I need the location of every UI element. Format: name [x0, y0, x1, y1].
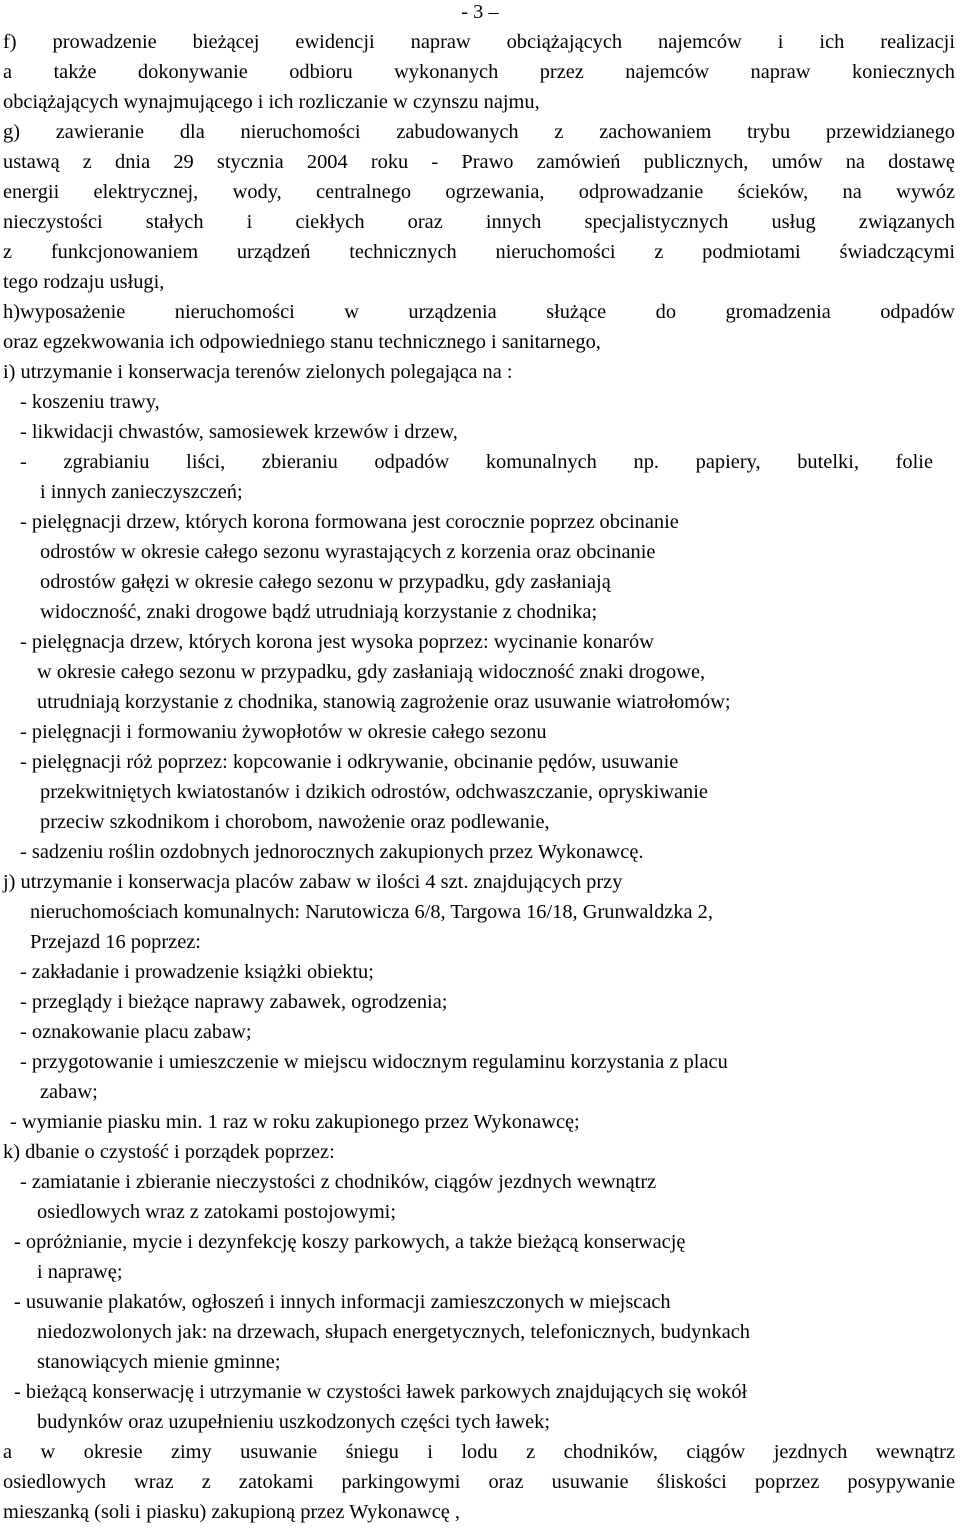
- text-line: - pielęgnacji i formowaniu żywopłotów w okresie całego sezonu: [20, 721, 547, 743]
- text-line: ustawą z dnia 29 stycznia 2004 roku - Prawo zamówień publicznych, umów na dostawę: [3, 151, 955, 173]
- text-line: - usuwanie plakatów, ogłoszeń i innych informacji zamieszczonych w miejscach: [14, 1291, 671, 1313]
- text-line: widoczność, znaki drogowe bądź utrudniają korzystanie z chodnika;: [40, 601, 598, 623]
- text-line: - pielęgnacji drzew, których korona formowana jest corocznie poprzez obcinanie: [20, 511, 679, 533]
- text-line: stanowiących mienie gminne;: [37, 1351, 281, 1373]
- text-line: k) dbanie o czystość i porządek poprzez:: [3, 1141, 335, 1163]
- text-line: - zgrabianiu liści, zbieraniu odpadów komunalnych np. papiery, butelki, folie: [20, 451, 933, 473]
- text-line: - bieżącą konserwację i utrzymanie w czystości ławek parkowych znajdujących się wokół: [14, 1381, 748, 1403]
- text-line: - wymianie piasku min. 1 raz w roku zakupionego przez Wykonawcę;: [10, 1111, 580, 1133]
- text-line: niedozwolonych jak: na drzewach, słupach energetycznych, telefonicznych, budynkach: [37, 1321, 751, 1343]
- text-line: obciążających wynajmującego i ich rozliczanie w czynszu najmu,: [3, 91, 540, 113]
- text-line: oraz egzekwowania ich odpowiedniego stanu technicznego i sanitarnego,: [3, 331, 601, 353]
- text-line: - koszeniu trawy,: [20, 391, 160, 413]
- text-line: budynków oraz uzupełnieniu uszkodzonych części tych ławek;: [37, 1411, 550, 1433]
- text-line: i naprawę;: [37, 1261, 123, 1283]
- text-line: odrostów w okresie całego sezonu wyrastających z korzenia oraz obcinanie: [40, 541, 656, 563]
- text-line: - pielęgnacji róż poprzez: kopcowanie i odkrywanie, obcinanie pędów, usuwanie: [20, 751, 679, 773]
- text-line: utrudniają korzystanie z chodnika, stanowią zagrożenie oraz usuwanie wiatrołomów;: [37, 691, 731, 713]
- text-line: w okresie całego sezonu w przypadku, gdy zasłaniają widoczność znaki drogowe,: [37, 661, 706, 683]
- text-line: - sadzeniu roślin ozdobnych jednorocznych zakupionych przez Wykonawcę.: [20, 841, 644, 863]
- text-line: - zamiatanie i zbieranie nieczystości z chodników, ciągów jezdnych wewnątrz: [20, 1171, 657, 1193]
- text-line: odrostów gałęzi w okresie całego sezonu w przypadku, gdy zasłaniają: [40, 571, 611, 593]
- text-line: nieruchomościach komunalnych: Narutowicza 6/8, Targowa 16/18, Grunwaldzka 2,: [30, 901, 713, 923]
- text-line: - pielęgnacja drzew, których korona jest wysoka poprzez: wycinanie konarów: [20, 631, 654, 653]
- text-line: - oznakowanie placu zabaw;: [20, 1021, 252, 1043]
- text-line: mieszanką (soli i piasku) zakupioną przez Wykonawcę ,: [3, 1501, 461, 1523]
- text-line: tego rodzaju usługi,: [3, 271, 165, 293]
- text-line: i) utrzymanie i konserwacja terenów zielonych polegająca na :: [3, 361, 513, 383]
- text-line: osiedlowych wraz z zatokami postojowymi;: [37, 1201, 397, 1223]
- text-line: a także dokonywanie odbioru wykonanych przez najemców napraw koniecznych: [3, 61, 955, 83]
- text-line: j) utrzymanie i konserwacja placów zabaw w ilości 4 szt. znajdujących przy: [3, 871, 623, 893]
- text-line: - opróżnianie, mycie i dezynfekcję koszy parkowych, a także bieżącą konserwację: [14, 1231, 686, 1253]
- text-line: osiedlowych wraz z zatokami parkingowymi oraz usuwanie śliskości poprzez posypywanie: [3, 1471, 955, 1493]
- text-line: zabaw;: [40, 1081, 98, 1103]
- text-line: przekwitniętych kwiatostanów i dzikich odrostów, odchwaszczanie, opryskiwanie: [40, 781, 708, 803]
- text-line: Przejazd 16 poprzez:: [30, 931, 201, 953]
- text-line: a w okresie zimy usuwanie śniegu i lodu z chodników, ciągów jezdnych wewnątrz: [3, 1441, 955, 1463]
- text-line: energii elektrycznej, wody, centralnego ogrzewania, odprowadzanie ścieków, na wywóz: [3, 181, 955, 203]
- text-line: g) zawieranie dla nieruchomości zabudowanych z zachowaniem trybu przewidzianego: [3, 121, 955, 143]
- text-line: h)wyposażenie nieruchomości w urządzenia służące do gromadzenia odpadów: [3, 301, 955, 323]
- text-line: - zakładanie i prowadzenie książki obiektu;: [20, 961, 374, 983]
- text-line: z funkcjonowaniem urządzeń technicznych nieruchomości z podmiotami świadczącymi: [3, 241, 955, 263]
- text-line: nieczystości stałych i ciekłych oraz innych specjalistycznych usług związanych: [3, 211, 955, 233]
- page-number: - 3 –: [461, 1, 499, 23]
- text-line: i innych zanieczyszczeń;: [40, 481, 243, 503]
- text-line: - przeglądy i bieżące naprawy zabawek, ogrodzenia;: [20, 991, 448, 1013]
- text-line: przeciw szkodnikom i chorobom, nawożenie oraz podlewanie,: [40, 811, 550, 833]
- text-line: f) prowadzenie bieżącej ewidencji napraw obciążających najemców i ich realizacji: [3, 31, 955, 53]
- text-line: - likwidacji chwastów, samosiewek krzewów i drzew,: [20, 421, 458, 443]
- text-line: - przygotowanie i umieszczenie w miejscu widocznym regulaminu korzystania z placu: [20, 1051, 728, 1073]
